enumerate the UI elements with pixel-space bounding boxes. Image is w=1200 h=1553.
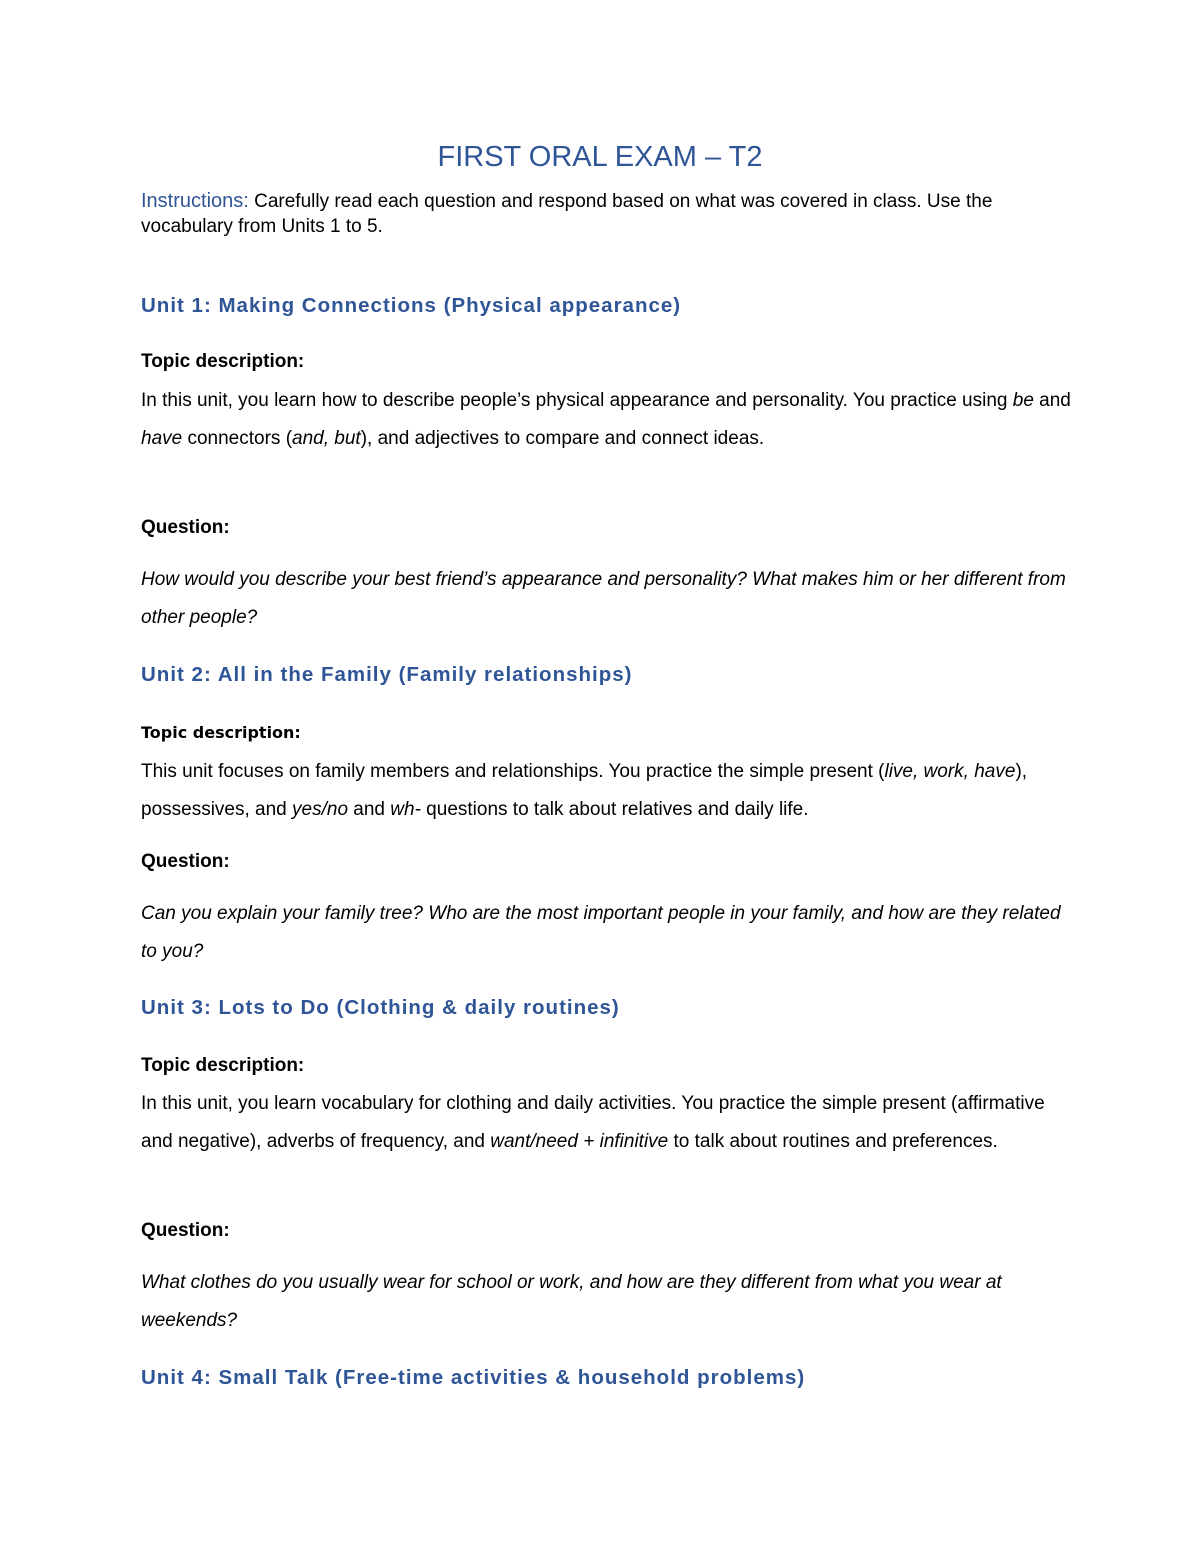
unit-2-topic-label: Topic description: [141, 723, 301, 742]
unit-2-description-text: This unit focuses on family members and relationships. You practice the simple present ( [141, 761, 885, 782]
unit-2-description-italic: live, work, have [884, 761, 1016, 782]
unit-3-topic-label: Topic description: [141, 1055, 305, 1076]
unit-3-description [141, 1085, 1076, 1160]
unit-1-description-italic: have [141, 427, 183, 449]
unit-2-description-italic: wh- [390, 798, 421, 820]
instructions-text: Carefully read each question and respond based on what was covered in class. Use the vocabulary from Units 1 to 5. [141, 191, 993, 237]
unit-3-description-text: In this unit, you learn vocabulary for clothing and daily activities. You practice the simple present (affirmative and negative), adverbs of frequency, and [141, 1093, 1045, 1152]
unit-1-description-text: and [1033, 390, 1071, 411]
instructions-label: Instructions: [141, 190, 249, 212]
unit-3-description-text: to talk about routines and preferences. [668, 1130, 998, 1152]
unit-2-question-label: Question: [141, 851, 230, 872]
unit-1-description-text: connectors ( [182, 427, 293, 449]
unit-2-heading: Unit 2: All in the Family (Family relationships) [141, 663, 633, 686]
unit-1-topic-label: Topic description: [141, 351, 305, 372]
unit-2-description-italic: yes/no [292, 798, 349, 820]
unit-3-description-italic: want/need + infinitive [490, 1130, 669, 1152]
unit-2-description-text: ), possessives, and [141, 761, 1028, 820]
unit-3-question: What clothes do you usually wear for school or work, and how are they different from what you wear at weekends? [141, 1272, 1002, 1331]
unit-2-description [141, 753, 1076, 828]
unit-1-question-label: Question: [141, 517, 230, 538]
unit-2-description-text: and [348, 798, 391, 820]
unit-1-question: How would you describe your best friend’s appearance and personality? What makes him or her different from other people? [141, 569, 1066, 628]
unit-1-description-italic: be [1012, 390, 1034, 411]
unit-3-heading: Unit 3: Lots to Do (Clothing & daily routines) [141, 996, 620, 1019]
unit-1-description-text: ), and adjectives to compare and connect ideas. [360, 427, 765, 449]
instructions [141, 189, 1071, 239]
unit-1-description [141, 382, 1076, 457]
unit-1-description-italic: and, but [292, 427, 361, 449]
unit-3-question-label: Question: [141, 1220, 230, 1241]
unit-2-description-text: questions to talk about relatives and daily life. [420, 798, 809, 820]
unit-2-question: Can you explain your family tree? Who are the most important people in your family, and how are they related to you? [141, 903, 1061, 962]
unit-1-description-text: In this unit, you learn how to describe people’s physical appearance and personality. You practice using [141, 390, 1013, 411]
page-title: FIRST ORAL EXAM – T2 [437, 141, 763, 173]
unit-1-heading: Unit 1: Making Connections (Physical appearance) [141, 294, 682, 317]
unit-4-heading: Unit 4: Small Talk (Free-time activities & household problems) [141, 1366, 806, 1389]
